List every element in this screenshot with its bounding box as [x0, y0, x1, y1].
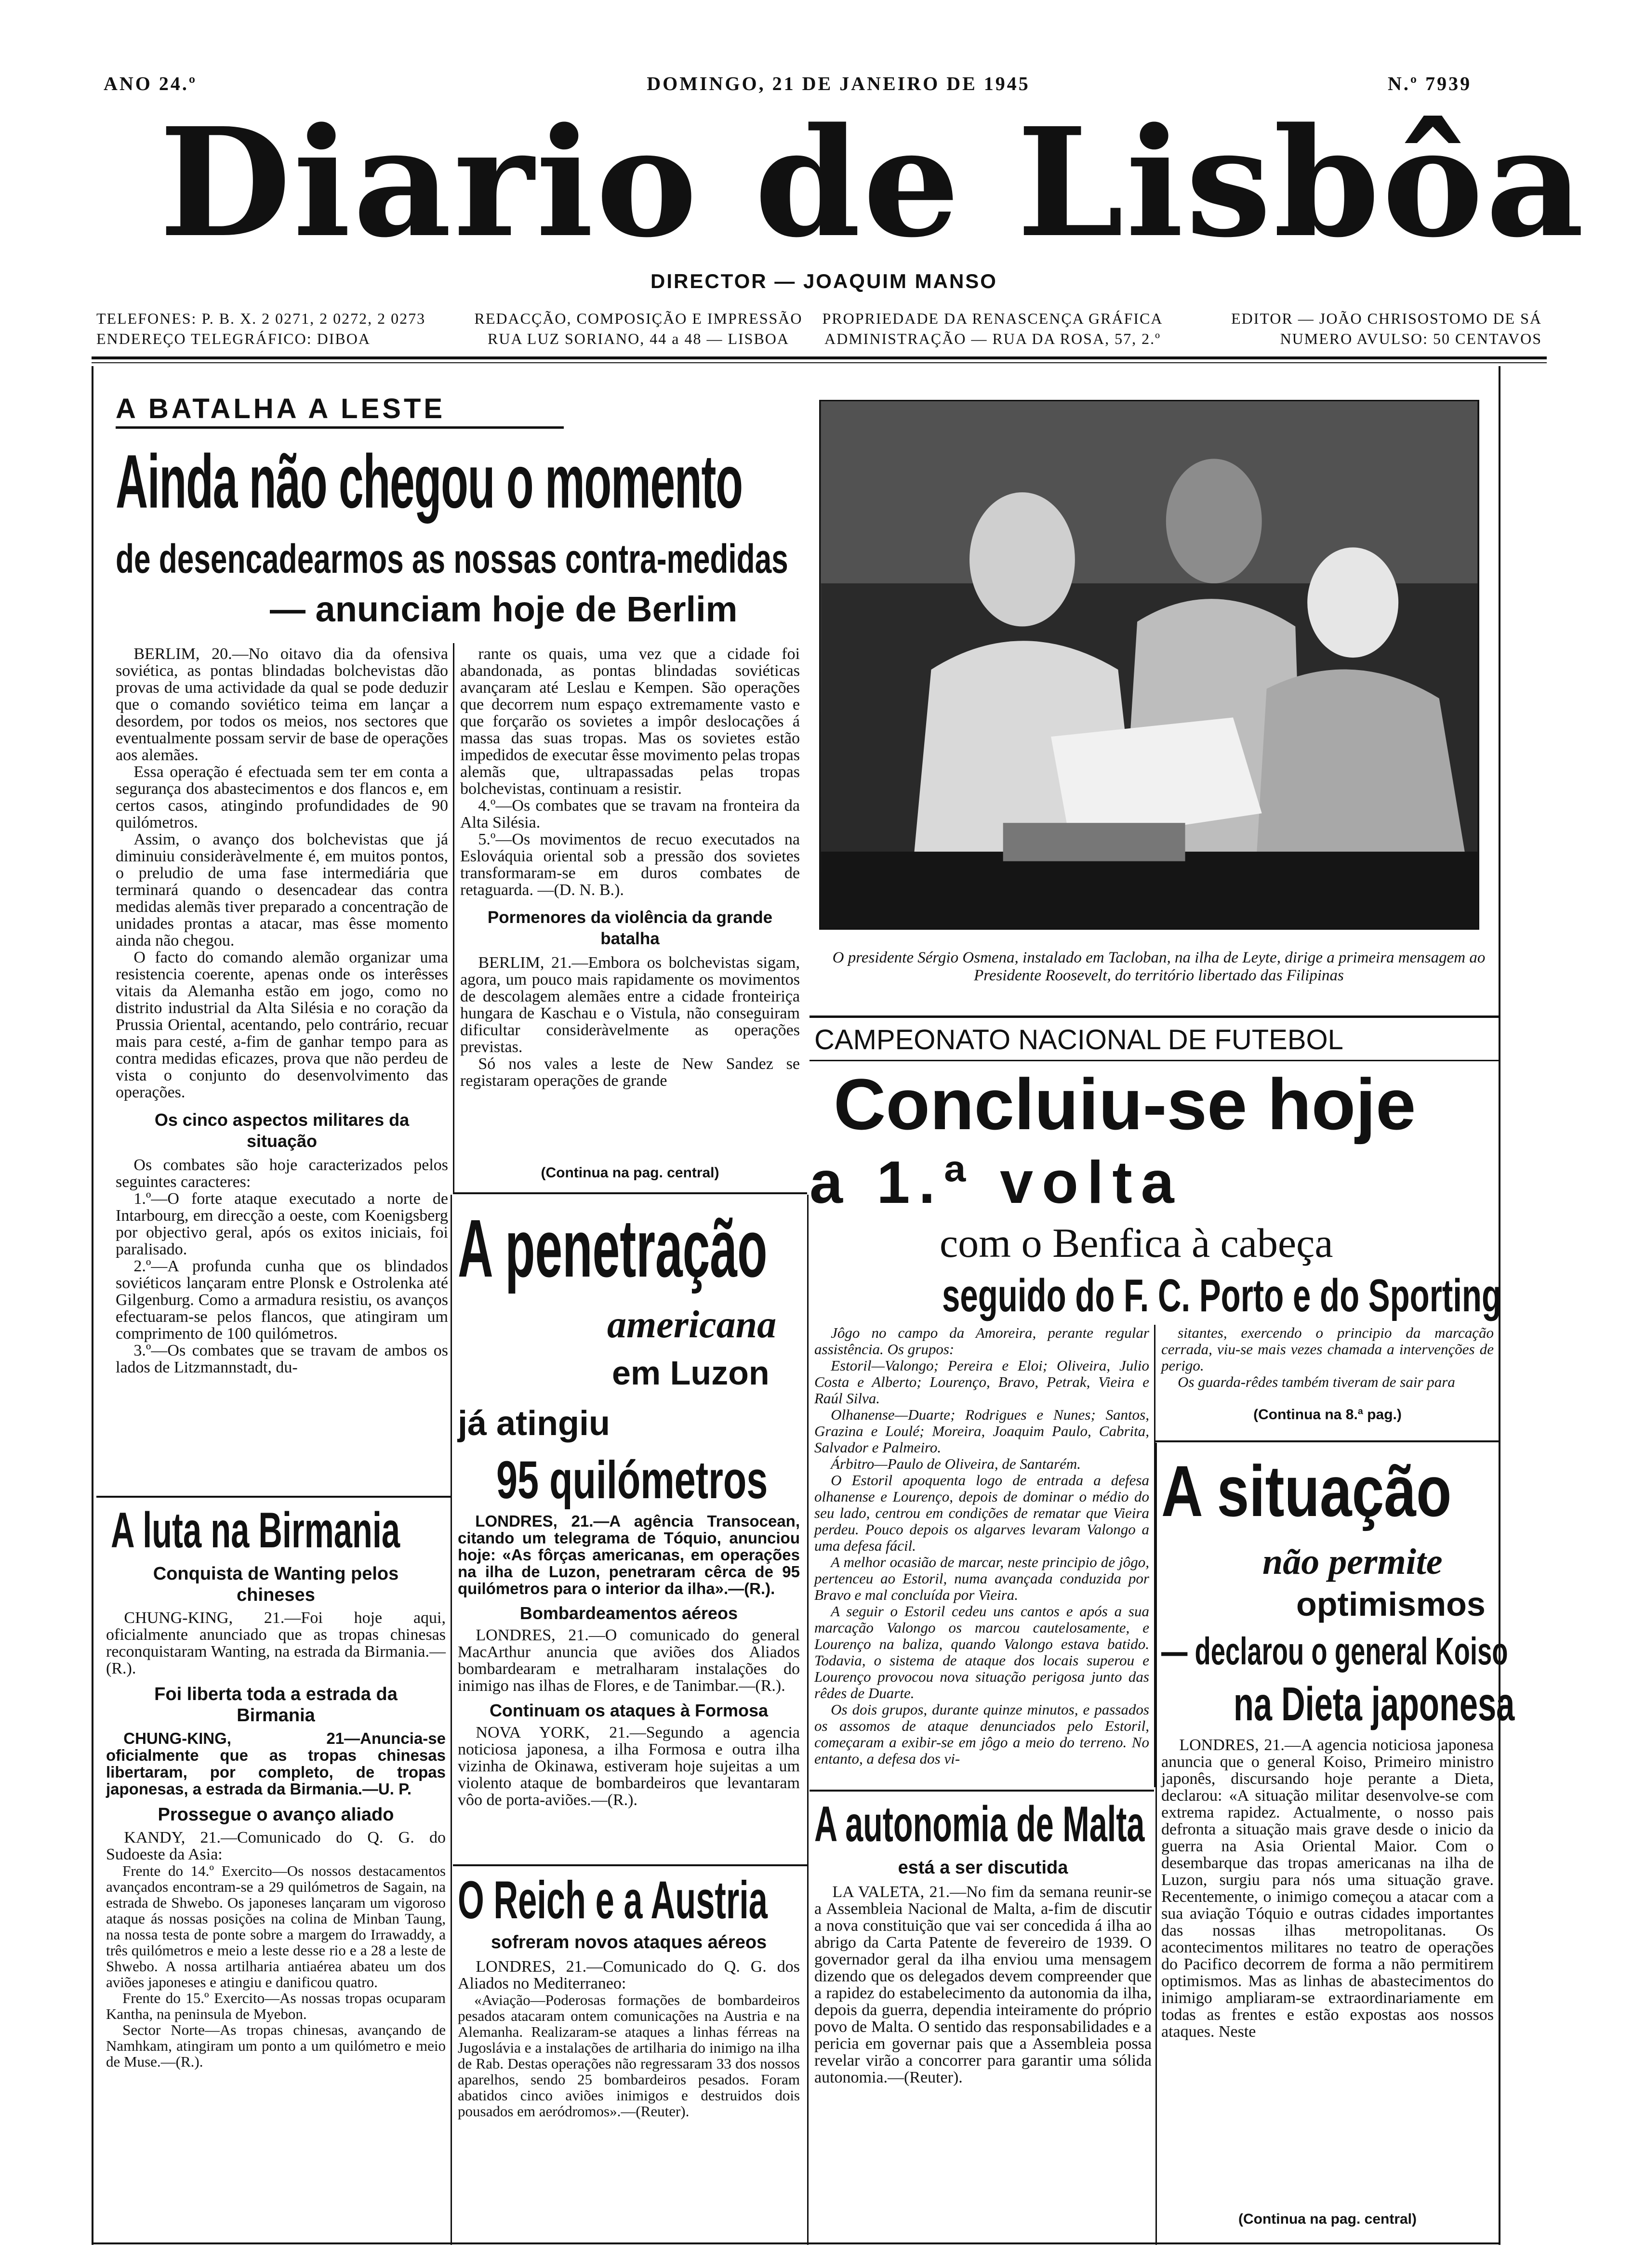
luzon-headline: A penetração: [458, 1203, 768, 1294]
futebol-paragraph: Estoril—Valongo; Pereira e Eloi; Oliveira, Julio Costa e Alberto; Lourenço, Bravo, Petrak, Vieira e Raúl Silva.: [814, 1357, 1149, 1407]
birmania-paragraph: CHUNG-KING, 21.—Foi hoje aqui, oficialmente anunciado que as tropas chinesas reconquistaram Wanting, na estrada da Birmania.—(R.).: [106, 1609, 446, 1677]
leste-continued: (Continua na pag. central): [541, 1165, 719, 1181]
luzon-paragraph: LONDRES, 21.—A agência Transocean, citando um telegrama de Tóquio, anunciou hoje: «As fôrças americanas, em operações na ilha de Luzon, penetraram cêrca de 95 quilómetros para o interior da ilha».—(R.).: [458, 1512, 800, 1597]
masthead-editor-block: [1171, 308, 1542, 349]
masthead-director: DIRECTOR — JOAQUIM MANSO: [650, 270, 997, 292]
futebol-headline-1: Concluiu-se hoje: [834, 1064, 1416, 1145]
birmania-subhead-3: Prossegue o avanço aliado: [158, 1805, 394, 1825]
leste-paragraph: 3.º—Os combates que se travam de ambos os lados de Litzmannstadt, du-: [116, 1342, 448, 1376]
masthead-redaccao: [467, 308, 810, 349]
photo-illustration: [821, 401, 1478, 928]
futebol-headline-2: a 1.ª volta: [810, 1149, 1183, 1216]
situacao-headline: A situação: [1161, 1450, 1452, 1531]
luzon-subhead-2: Continuam os ataques à Formosa: [489, 1701, 769, 1720]
masthead-price: NUMERO AVULSO: 50 CENTAVOS: [1280, 330, 1542, 347]
futebol-bottom-rule: [1155, 1440, 1499, 1442]
masthead-administracao: ADMINISTRAÇÃO — RUA DA ROSA, 57, 2.º: [824, 330, 1161, 347]
masthead-number: N.º 7939: [1388, 73, 1472, 94]
masthead-editor: EDITOR — JOÃO CHRISOSTOMO DE SÁ: [1231, 310, 1542, 327]
malta-top-rule: [810, 1790, 1154, 1792]
leste-deck-2: — anunciam hoje de Berlim: [270, 589, 738, 629]
leste-kicker-rule: [116, 426, 564, 429]
leste-kicker: A BATALHA A LESTE: [116, 393, 446, 424]
austria-subhead: sofreram novos ataques aéreos: [491, 1932, 767, 1952]
luzon-deck-3: já atingiu: [458, 1404, 611, 1443]
luzon-subhead-1: Bombardeamentos aéreos: [519, 1603, 738, 1623]
leste-paragraph: rante os quais, uma vez que a cidade foi abandonada, as pontas blindadas soviéticas avançaram até Leslau e Kempen. São operações que decorrem num espaço extremamente vasto e que forçarão os sovietes a impôr deslocações á massa das suas tropas. Mas os sovietes estão impedidos de executar êsse movimento pelas tropas alemãs que, ultrapassadas pelas tropas bolchevistas, continuam a resistir.: [460, 645, 800, 798]
masthead-year: ANO 24.º: [104, 73, 198, 94]
futebol-paragraph: A melhor ocasião de marcar, neste principio de jôgo, pertenceu ao Estoril, numa avançada conduzida por Bravo e mal concluída por Vieira.: [814, 1554, 1149, 1603]
luzon-deck-4: 95 quilómetros: [496, 1450, 768, 1510]
birmania-top-rule: [96, 1496, 451, 1498]
luzon-body: [458, 1513, 800, 1850]
birmania-body: [106, 1563, 446, 2238]
futebol-top-rule: [810, 1015, 1499, 1018]
austria-body: [458, 1958, 800, 2242]
leste-deck: de desencadearmos as nossas contra-medidas: [116, 536, 788, 581]
luzon-deck-2: em Luzon: [612, 1354, 770, 1392]
futebol-column-1: [814, 1325, 1149, 1787]
birmania-paragraph: CHUNG-KING, 21—Anuncia-se oficialmente que as tropas chinesas libertaram, por completo, de tropas japonesas, a estrada da Birmania.—U. P.: [106, 1729, 446, 1798]
futebol-deck: com o Benfica à cabeça: [940, 1220, 1333, 1266]
column-rule-1: [451, 1195, 452, 2245]
masthead-rule: [92, 356, 1547, 359]
leste-aspectos-subhead: Os cinco aspectos militares da situação: [154, 1110, 410, 1151]
news-photo: [819, 400, 1479, 930]
malta-paragraph: LA VALETA, 21.—No fim da semana reunir-se a Assembleia Nacional de Malta, a-fim de discutir a nova constituição que vai ser concedida á ilha ao abrigo da Carta Patente de fevereiro de 1939. O governador geral da ilha enviou uma mensagem dizendo que os delegados devem compreender que a rapidez do estabelecimento da autonomia da ilha, depois da guerra, dependia inteiramente do próprio povo de Malta. O sentido das responsabilidades e a pericia em governar pais que a Assembleia possa revelar virão a concorrer para garantir uma sólida autonomia.—(Reuter).: [814, 1883, 1152, 2086]
futebol-paragraph: Os guarda-rêdes também tiveram de sair para: [1178, 1373, 1455, 1390]
leste-column-1: [116, 645, 448, 1376]
leste-paragraph: Essa operação é efectuada sem ter em conta a segurança dos abastecimentos e dos flancos e, em certos casos, atingindo profundidades de 90 quilómetros.: [116, 763, 448, 831]
situacao-deck-1: não permite: [1262, 1542, 1443, 1582]
futebol-paragraph: Os dois grupos, durante quinze minutos, e passados os assomos de ataque denunciados pelo Estoril, começaram a exibir-se em jôgo a meio do terreno. No entanto, a defesa dos vi-: [814, 1701, 1149, 1767]
birmania-paragraph: Frente do 14.º Exercito—Os nossos destacamentos avançados encontram-se a 29 quilómetros de Sagain, na estrada de Shwebo. Os japoneses lançaram um vigoroso ataque ás nossas posições na colina de Minban Taung, na nossa testa de ponte sobre a margem do Irrawaddy, a três quilómetros e meio a leste desse rio e a 28 a leste de Shwebo. A nossa artilharia antiaérea abateu um dos aviões japoneses e atingiu e danificou quatro.: [106, 1862, 446, 1991]
newspaper-title: Diario de Lisbôa: [159, 95, 1586, 271]
leste-paragraph: Só nos vales a leste de New Sandez se registaram operações de grande: [460, 1055, 800, 1090]
austria-paragraph: LONDRES, 21.—Comunicado do Q. G. dos Aliados no Mediterraneo:: [458, 1958, 800, 1992]
futebol-paragraph: Olhanense—Duarte; Rodrigues e Nunes; Santos, Grazina e Loulé; Moreira, Joaquim Paulo, Cabrita, Salvador e Palmeiro.: [814, 1406, 1149, 1456]
birmania-paragraph: KANDY, 21.—Comunicado do Q. G. do Sudoeste da Asia:: [106, 1829, 446, 1863]
leste-column-2: [460, 646, 800, 1171]
futebol-paragraph: A seguir o Estoril cedeu uns cantos e após a sua marcação Valongo os marcou cautelosamente, e Lourenço na baliza, quando Valongo estava batido. Todavia, o sistema de ataque dos locais superou e Lourenço provocou nova situação perigosa junto das rêdes de Duarte.: [814, 1603, 1149, 1701]
futebol-paragraph: sitantes, exercendo o principio da marcação cerrada, viu-se mais vezes chamada a intervenções de perigo.: [1161, 1324, 1494, 1374]
leste-paragraph: 2.º—A profunda cunha que os blindados soviéticos lançaram entre Plonsk e Ostrolenka até Gilgenburg. Como a armadura resistiu, os avanços efectuaram-se pelos flancos, que atingiram um comprimento de 100 quilómetros.: [116, 1257, 448, 1343]
leste-column-rule: [453, 643, 454, 1192]
situacao-continued: (Continua na pag. central): [1238, 2211, 1417, 2227]
leste-paragraph: Os combates são hoje caracterizados pelos seguintes caracteres:: [116, 1156, 448, 1191]
leste-paragraph: BERLIM, 21.—Embora os bolchevistas sigam, agora, um pouco mais rapidamente os movimentos de descolagem alemães entre a cidade fronteiriça hungara de Kaschau e o Vistula, não conseguiram dificultar consideràvelmente as operações previstas.: [460, 954, 800, 1056]
leste-paragraph: 5.º—Os movimentos de recuo executados na Eslováquia oriental sob a pressão dos sovietes transformaram-se em duros combates de retaguarda. —(D. N. B.).: [460, 831, 800, 899]
futebol-deck-2: seguido do F. C. Porto e do Sporting: [942, 1270, 1502, 1321]
birmania-paragraph: Sector Norte—As tropas chinesas, avançando de Namhkam, atingiram um ponto a um quilómetro e meio de Muse.—(R.).: [106, 2021, 446, 2070]
malta-headline: A autonomia de Malta: [814, 1796, 1145, 1852]
masthead-contacts: [96, 308, 477, 349]
austria-paragraph: «Aviação—Poderosas formações de bombardeiros pesados atacaram ontem comunicações na Austria e na Alemanha. Realizaram-se ataques a linhas férreas na Jugoslávia e a instalações de artilharia do inimigo na ilha de Rab. Destas operações não regressaram 33 dos nossos aparelhos, sendo 25 bombardeiros pesados. Foram abatidos cinco aviões inimigos e destruidos dois pousados em aeródromos».—(Reuter).: [458, 1991, 800, 2120]
situacao-deck-4: na Dieta japonesa: [1234, 1677, 1515, 1730]
situacao-deck-3: — declarou o general Koiso: [1161, 1630, 1508, 1673]
page-bottom-rule: [92, 2242, 1500, 2244]
futebol-continued: (Continua na 8.ª pag.): [1253, 1407, 1402, 1423]
luzon-paragraph: LONDRES, 21.—O comunicado do general MacArthur anuncia que aviões dos Aliados bombardearam e metralharam instalações do inimigo nas ilhas de Flores, e de Tanimbar.—(R.).: [458, 1626, 800, 1695]
austria-top-rule: [453, 1864, 807, 1866]
futebol-kicker: CAMPEONATO NACIONAL DE FUTEBOL: [814, 1024, 1343, 1055]
situacao-body: [1161, 1737, 1494, 2209]
column-rule-2: [807, 1195, 809, 2245]
masthead-telegraph: ENDEREÇO TELEGRÁFICO: DIBOA: [96, 330, 371, 347]
leste-headline: Ainda não chegou o momento: [116, 438, 743, 524]
futebol-paragraph: O Estoril apoquenta logo de entrada a defesa olhanense e Lourenço, depois de dominar o médio do seu lado, centrou em condições de rematar que Vieira perdeu. Pouco depois os algarves levaram Valongo a uma defesa fácil.: [814, 1472, 1149, 1554]
birmania-headline: A luta na Birmania: [111, 1503, 400, 1558]
leste-pormenores-subhead: Pormenores da violência da grande batalha: [487, 908, 773, 948]
birmania-paragraph: Frente do 15.º Exercito—As nossas tropas ocuparam Kantha, na peninsula de Myebon.: [106, 1990, 446, 2022]
austria-headline: O Reich e a Austria: [458, 1871, 768, 1930]
page-frame-left: [92, 366, 93, 2245]
masthead-date: DOMINGO, 21 DE JANEIRO DE 1945: [647, 73, 1030, 94]
futebol-paragraph: Árbitro—Paulo de Oliveira, de Santarém.: [831, 1455, 1081, 1472]
leste-paragraph: 1.º—O forte ataque executado a norte de Intarbourg, em direcção a oeste, com Koenigsberg por objectivo geral, após os exitos iniciais, foi paralisado.: [116, 1190, 448, 1258]
luzon-paragraph: NOVA YORK, 21.—Segundo a agencia noticiosa japonesa, a ilha Formosa e outra ilha vizinha de Okinawa, estiveram hoje sujeitas a um violento ataque de bombardeiros que levantaram vôo de porta-aviões.—(R.).: [458, 1724, 800, 1809]
leste-paragraph: O facto do comando alemão organizar uma resistencia coerente, apenas onde os interêsses vitais da Alemanha estão em jogo, como no distrito industrial da Alta Silésia e no coração da Prussia Oriental, acentando, pelo contrário, recuar mais para cesté, a-fim de ganhar tempo para as contra medidas eficazes, prova que não perdeu de vista o conjunto do desenvolvimento das operações.: [116, 949, 448, 1101]
leste-paragraph: 4.º—Os combates que se travam na fronteira da Alta Silésia.: [460, 797, 800, 831]
leste-bottom-rule: [453, 1192, 807, 1194]
malta-body: [814, 1884, 1152, 2230]
leste-paragraph: BERLIM, 20.—No oitavo dia da ofensiva soviética, as pontas blindadas bolchevistas dão provas de uma actividade da qual se pode deduzir que o comando soviético teima em lançar a desordem, por todos os meios, nos sectores que eventualmente possam servir de base de operações aos alemães.: [116, 645, 448, 764]
masthead-redaccao-address: RUA LUZ SORIANO, 44 a 48 — LISBOA: [488, 330, 789, 347]
leste-paragraph: Assim, o avanço dos bolchevistas que já diminuiu consideràvelmente é, em muitos pontos, o preludio de uma fase intermediária que terminará quando o desencadear das contra medidas alemãs tiver preparado a concentração de unidades prontas a atacar, mas êsse momento ainda não chegou.: [116, 831, 448, 949]
birmania-subhead-1: Conquista de Wanting pelos chineses: [153, 1564, 399, 1605]
birmania-subhead-2: Foi liberta toda a estrada da Birmania: [154, 1684, 398, 1726]
futebol-paragraph: Jôgo no campo da Amoreira, perante regular assistência. Os grupos:: [814, 1324, 1149, 1358]
column-rule-3: [1155, 1443, 1157, 2245]
photo-caption: O presidente Sérgio Osmena, instalado em Tacloban, na ilha de Leyte, dirige a primeira mensagem ao Presidente Roosevelt, do território libertado das Filipinas: [832, 949, 1486, 984]
masthead-propriedade: PROPRIEDADE DA RENASCENÇA GRÁFICA: [822, 310, 1163, 327]
luzon-deck-1: americana: [607, 1304, 777, 1346]
situacao-paragraph: LONDRES, 21.—A agencia noticiosa japonesa anuncia que o general Koiso, Primeiro ministro japonês, discursando hoje perante a Dieta, declarou: «A situação militar desenvolve-se com extrema rapidez. Actualmente, o nosso pais defronta a situação mais grave desde o inicio da guerra na Asia Oriental Maior. Com o desembarque das tropas americanas na ilha de Luzon, surgiu para nós uma situação grave. Recentemente, o inimigo começou a atacar com a sua aviação Tóquio e outras cidades importantes das nossas ilhas metropolitanas. Os acontecimentos militares no teatro de operações do Pacifico decorrem de forma a não permitirem optimismos. Mas as linhas de abastecimentos do inimigo ampliaram-se extraordinariamente em todas as frentes e estão expostas aos nossos ataques. Neste: [1161, 1736, 1494, 2041]
masthead-property: [819, 308, 1166, 349]
masthead-phones: TELEFONES: P. B. X. 2 0271, 2 0272, 2 0273: [96, 310, 426, 327]
masthead-rule-thin: [92, 362, 1547, 363]
situacao-deck-2: optimismos: [1296, 1585, 1486, 1623]
malta-subhead: está a ser discutida: [898, 1858, 1068, 1878]
futebol-kicker-rule: [810, 1060, 1499, 1061]
futebol-column-2: [1161, 1325, 1494, 1392]
masthead-redaccao-label: REDACÇÃO, COMPOSIÇÃO E IMPRESSÃO: [474, 310, 803, 327]
